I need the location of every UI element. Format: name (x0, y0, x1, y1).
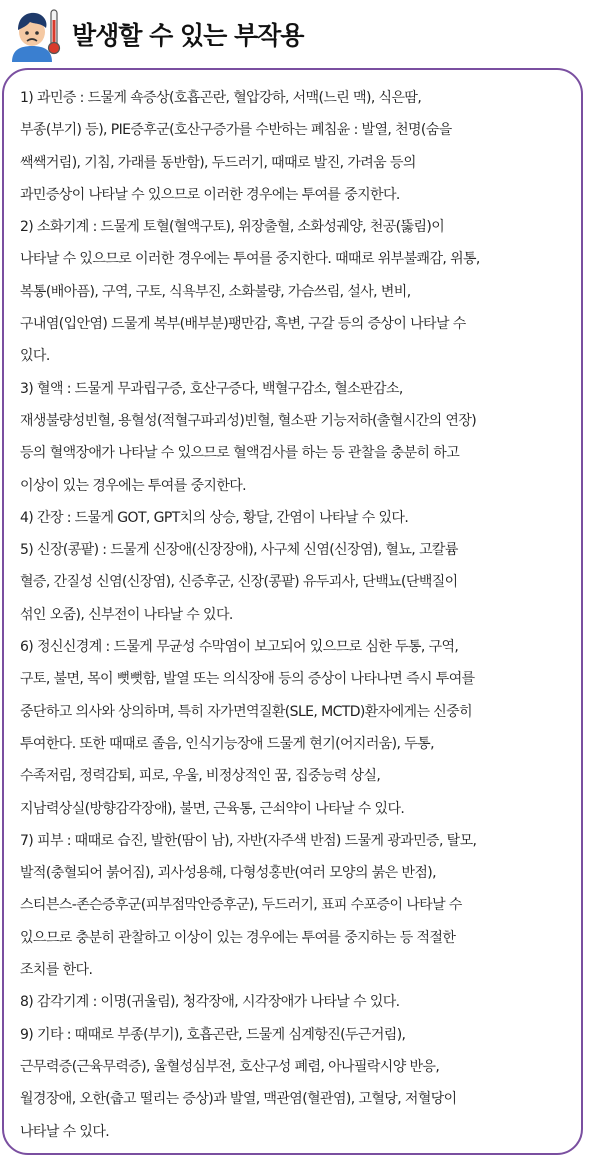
text-line: 나타날 수 있으므로 이러한 경우에는 투여를 중지한다. 때때로 위부불쾌감, 위통, (20, 251, 480, 268)
text-line: 나타날 수 있다. (20, 1123, 110, 1140)
text-line: 월경장애, 오한(춥고 떨리는 증상)과 발열, 맥관염(혈관염), 고혈당, 저혈당이 (20, 1091, 457, 1108)
text-line: 1) 과민증 : 드물게 쇽증상(호흡곤란, 혈압강하, 서맥(느린 맥), 식은땀, (20, 90, 422, 106)
text-line: 투여한다. 또한 때때로 졸음, 인식기능장애 드물게 현기(어지러움), 두통, (20, 735, 434, 752)
page-title: 발생할 수 있는 부작용 (72, 21, 304, 50)
text-line: 3) 혈액 : 드물게 무과립구증, 호산구증다, 백혈구감소, 혈소판감소, (20, 380, 403, 397)
side-effects-box (2, 68, 583, 1155)
text-line: 발적(충혈되어 붉어짐), 괴사성용해, 다형성홍반(여러 모양의 붉은 반점), (20, 865, 436, 882)
text-line: 조치를 한다. (20, 962, 93, 979)
text-line: 스티븐스-존슨증후군(피부점막안증후군), 두드러기, 표피 수포증이 나타날 수 (20, 897, 462, 914)
text-line: 등의 혈액장애가 나타날 수 있으므로 혈액검사를 하는 등 관찰을 충분히 하고 (20, 445, 460, 462)
text-line: 근무력증(근육무력증), 울혈성심부전, 호산구성 폐렴, 아나필락시양 반응, (20, 1058, 440, 1075)
text-line: 재생불량성빈혈, 용혈성(적혈구파괴성)빈혈, 혈소판 기능저하(출혈시간의 연장) (20, 412, 477, 429)
header (8, 6, 583, 62)
text-line: 이상이 있는 경우에는 투여를 중지한다. (20, 477, 247, 494)
text-line: 섞인 오줌), 신부전이 나타날 수 있다. (20, 606, 233, 623)
sick-person-thermometer-icon (8, 6, 64, 62)
text-line: 중단하고 의사와 상의하며, 특히 자가면역질환(SLE, MCTD)환자에게는 신중히 (20, 703, 472, 720)
text-line: 과민증상이 나타날 수 있으므로 이러한 경우에는 투여를 중지한다. (20, 186, 400, 203)
text-line: 있다. (20, 348, 50, 365)
text-line: 구토, 불면, 목이 뻣뻣함, 발열 또는 의식장애 등의 증상이 나타나면 즉시 투여를 (20, 671, 475, 688)
text-line: 4) 간장 : 드물게 GOT, GPT치의 상승, 황달, 간염이 나타날 수 있다. (20, 509, 409, 526)
text-line: 있으므로 충분히 관찰하고 이상이 있는 경우에는 투여를 중지하는 등 적절한 (20, 929, 456, 946)
text-line: 수족저림, 정력감퇴, 피로, 우울, 비정상적인 꿈, 집중능력 상실, (20, 768, 381, 785)
text-line: 7) 피부 : 때때로 습진, 발한(땀이 남), 자반(자주색 반점) 드물게 광과민증, 탈모, (20, 832, 477, 849)
text-line: 복통(배아픔), 구역, 구토, 식욕부진, 소화불량, 가슴쓰림, 설사, 변비, (20, 283, 411, 300)
text-line: 5) 신장(콩팥) : 드물게 신장애(신장장애), 사구체 신염(신장염), 혈뇨, 고칼륨 (20, 542, 458, 559)
text-line: 지남력상실(방향감각장애), 불면, 근육통, 근쇠약이 나타날 수 있다. (20, 800, 405, 817)
text-line: 구내염(입안염) 드물게 복부(배부분)팽만감, 흑변, 구갈 등의 증상이 나타날 수 (20, 316, 466, 333)
text-line: 9) 기타 : 때때로 부종(부기), 호흡곤란, 드물게 심계항진(두근거림), (20, 1026, 406, 1043)
text-line: 쌕쌕거림), 기침, 가래를 동반함), 두드러기, 때때로 발진, 가려움 등의 (20, 154, 416, 171)
text-line: 혈증, 간질성 신염(신장염), 신증후군, 신장(콩팥) 유두괴사, 단백뇨(단백질이 (20, 574, 458, 591)
side-effects-text (20, 82, 571, 1148)
text-line: 8) 감각기계 : 이명(귀울림), 청각장애, 시각장애가 나타날 수 있다. (20, 994, 400, 1011)
text-line: 2) 소화기계 : 드물게 토혈(혈액구토), 위장출혈, 소화성궤양, 천공(뚫림)이 (20, 219, 445, 236)
text-line: 6) 정신신경계 : 드물게 무균성 수막염이 보고되어 있으므로 심한 두통, 구역, (20, 639, 459, 656)
text-line: 부종(부기) 등), PIE증후군(호산구증가를 수반하는 폐침윤 : 발열, 천명(숨을 (20, 122, 452, 139)
